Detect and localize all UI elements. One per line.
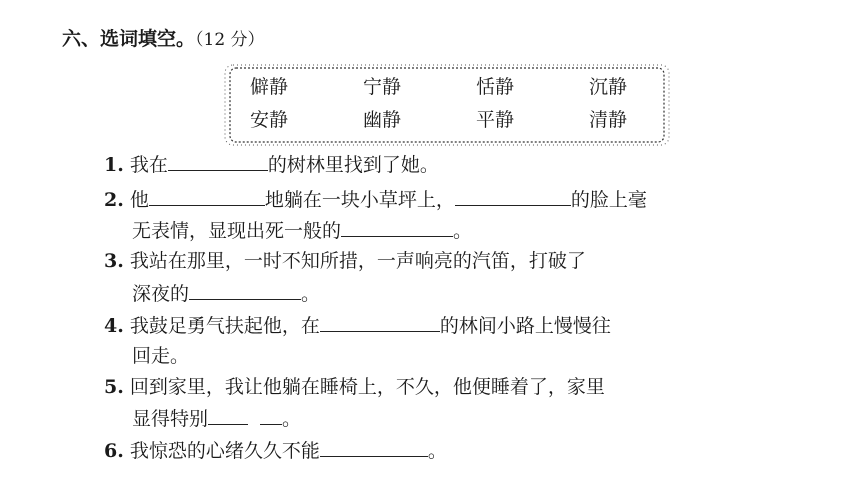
question-text: 我在 bbox=[129, 154, 168, 176]
answer-blank[interactable] bbox=[320, 436, 428, 457]
word-bank-box bbox=[224, 64, 670, 146]
question-2-continued bbox=[132, 216, 472, 245]
question-text: 的脸上毫 bbox=[570, 189, 647, 211]
question-text: 。 bbox=[427, 440, 447, 462]
word-bank-item: 宁静 bbox=[363, 76, 402, 98]
answer-blank[interactable] bbox=[149, 185, 265, 206]
question-3 bbox=[104, 247, 586, 275]
question-number: 4. bbox=[104, 315, 124, 337]
question-text: 无表情，显现出死一般的 bbox=[132, 220, 342, 242]
word-bank-item: 幽静 bbox=[363, 109, 402, 131]
answer-blank[interactable] bbox=[189, 279, 301, 300]
question-text: 深夜的 bbox=[132, 283, 190, 305]
question-number: 6. bbox=[104, 440, 124, 462]
question-text: 我站在那里，一时不知所措，一声响亮的汽笛，打破了 bbox=[129, 250, 586, 272]
question-4 bbox=[104, 311, 611, 340]
question-3-continued bbox=[132, 279, 320, 308]
answer-blank[interactable] bbox=[168, 150, 268, 171]
question-text: 的树林里找到了她。 bbox=[267, 154, 439, 176]
question-number: 3. bbox=[104, 250, 124, 272]
question-text: 显得特别 bbox=[132, 408, 209, 430]
question-text: 回到家里，我让他躺在睡椅上，不久，他便睡着了，家里 bbox=[129, 376, 605, 398]
word-bank-item: 平静 bbox=[476, 109, 515, 131]
question-text: 。 bbox=[282, 408, 302, 430]
word-bank-item: 沉静 bbox=[589, 76, 628, 98]
question-text: 地躺在一块小草坪上， bbox=[264, 189, 455, 211]
section-heading bbox=[62, 24, 265, 51]
question-5 bbox=[104, 373, 605, 401]
word-bank-item: 清静 bbox=[589, 109, 628, 131]
section-title: 六、选词填空。 bbox=[62, 28, 196, 50]
question-text: 他 bbox=[129, 189, 149, 211]
question-number: 5. bbox=[104, 376, 124, 398]
question-text: 我鼓足勇气扶起他，在 bbox=[129, 315, 320, 337]
question-1 bbox=[104, 150, 439, 179]
question-4-continued bbox=[132, 342, 189, 370]
question-text: 我惊恐的心绪久久不能 bbox=[129, 440, 320, 462]
word-bank-grid bbox=[250, 72, 650, 132]
question-6 bbox=[104, 436, 447, 465]
answer-blank[interactable] bbox=[341, 216, 453, 237]
answer-blank[interactable] bbox=[320, 311, 440, 332]
section-score: （12 分） bbox=[195, 30, 265, 50]
question-text: 。 bbox=[453, 220, 473, 242]
word-bank-item: 僻静 bbox=[250, 76, 289, 98]
question-2 bbox=[104, 185, 647, 214]
question-number: 2. bbox=[104, 189, 124, 211]
question-text: 。 bbox=[301, 283, 321, 305]
answer-blank-part[interactable] bbox=[260, 404, 282, 425]
word-bank-item: 安静 bbox=[250, 109, 289, 131]
word-bank-item: 恬静 bbox=[476, 76, 515, 98]
answer-blank[interactable] bbox=[208, 404, 248, 425]
answer-blank[interactable] bbox=[455, 185, 571, 206]
question-number: 1. bbox=[104, 154, 124, 176]
question-text: 回走。 bbox=[132, 345, 190, 367]
question-5-continued bbox=[132, 404, 301, 433]
question-text: 的林间小路上慢慢往 bbox=[439, 315, 611, 337]
